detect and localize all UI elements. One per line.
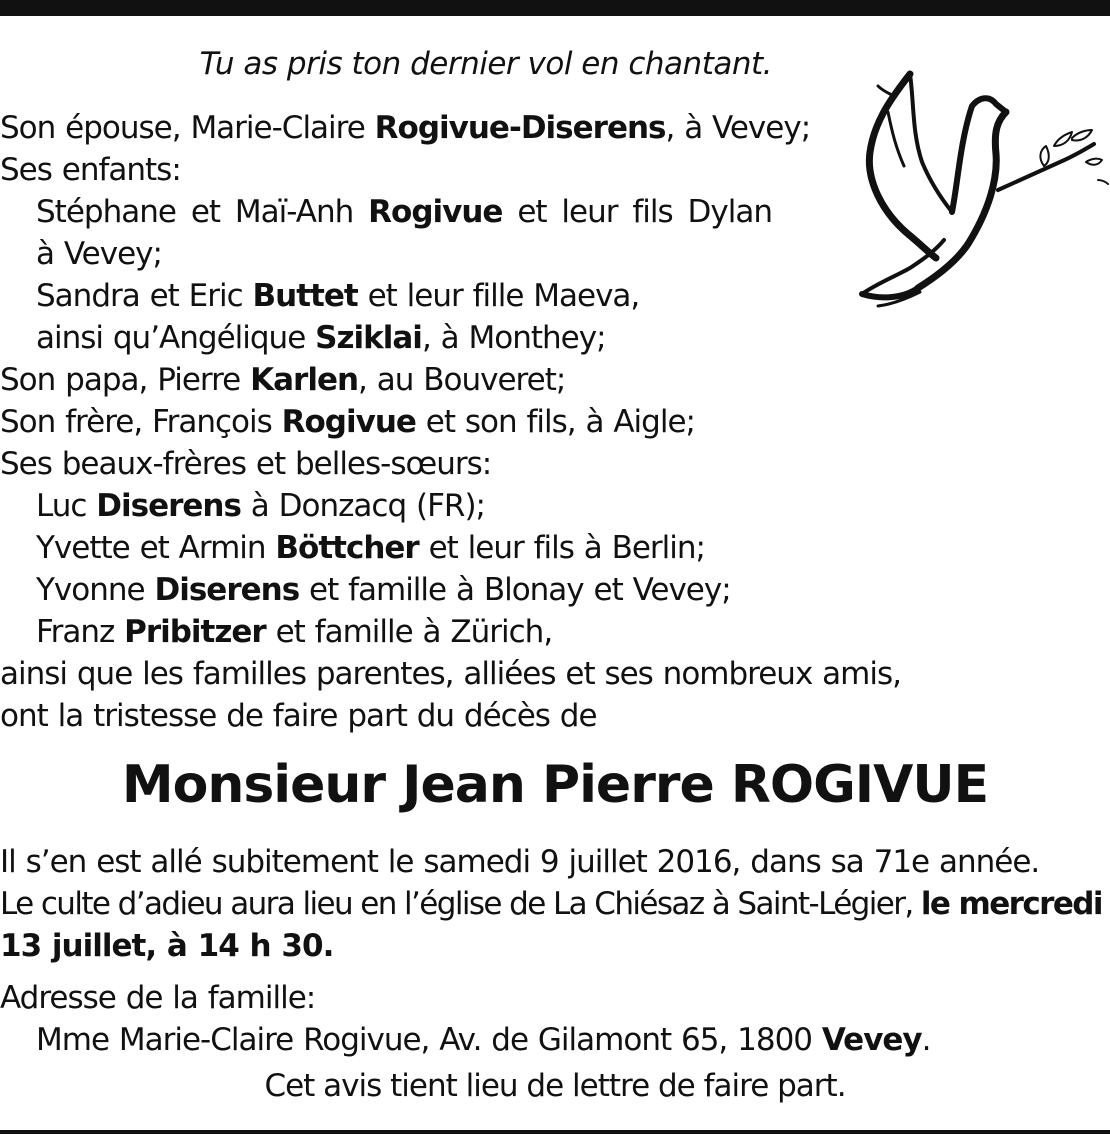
family-line-others: ainsi que les familles parentes, alliées et ses nombreux amis,	[0, 656, 901, 692]
family-line-father: Son papa, Pierre Karlen, au Bouveret;	[0, 362, 566, 398]
address-heading: Adresse de la famille:	[0, 980, 316, 1016]
family-line-inlaw3: Yvonne Diserens et famille à Blonay et Vevey;	[36, 572, 731, 608]
closing-note: Cet avis tient lieu de lettre de faire part.	[264, 1068, 846, 1104]
address-line: Mme Marie-Claire Rogivue, Av. de Gilamont 65, 1800 Vevey.	[36, 1022, 931, 1058]
family-line-child2: Sandra et Eric Buttet et leur fille Maeva,	[36, 278, 640, 314]
family-line-inlaw2: Yvette et Armin Böttcher et leur fils à Berlin;	[36, 530, 705, 566]
service-details: Le culte d’adieu aura lieu en l’église de La Chiésaz à Saint-Légier, le mercredi	[0, 886, 1102, 922]
deceased-name: Monsieur Jean Pierre ROGIVUE	[121, 755, 989, 815]
announcement-line: ont la tristesse de faire part du décès de	[0, 698, 597, 734]
epigraph: Tu as pris ton dernier vol en chantant.	[199, 46, 772, 82]
bottom-rule	[0, 1130, 1110, 1134]
children-heading: Ses enfants:	[0, 152, 181, 188]
death-details: Il s’en est allé subitement le samedi 9 juillet 2016, dans sa 71e année.	[0, 844, 1040, 880]
family-line-child1: Stéphane et Maï-Anh Rogivue et leur fils Dylan	[36, 194, 772, 230]
family-line-child3: ainsi qu’Angélique Sziklai, à Monthey;	[36, 320, 606, 356]
top-rule	[0, 0, 1110, 16]
dove-with-olive-branch-icon	[848, 62, 1110, 332]
family-line-child1-cont: à Vevey;	[36, 236, 162, 272]
family-line-inlaw4: Franz Pribitzer et famille à Zürich,	[36, 614, 553, 650]
family-line-brother: Son frère, François Rogivue et son fils, à Aigle;	[0, 404, 695, 440]
service-date: 13 juillet, à 14 h 30.	[0, 928, 334, 964]
family-line-spouse: Son épouse, Marie-Claire Rogivue-Diserens, à Vevey;	[0, 110, 811, 146]
family-line-inlaw1: Luc Diserens à Donzacq (FR);	[36, 488, 485, 524]
inlaws-heading: Ses beaux-frères et belles-sœurs:	[0, 446, 492, 482]
